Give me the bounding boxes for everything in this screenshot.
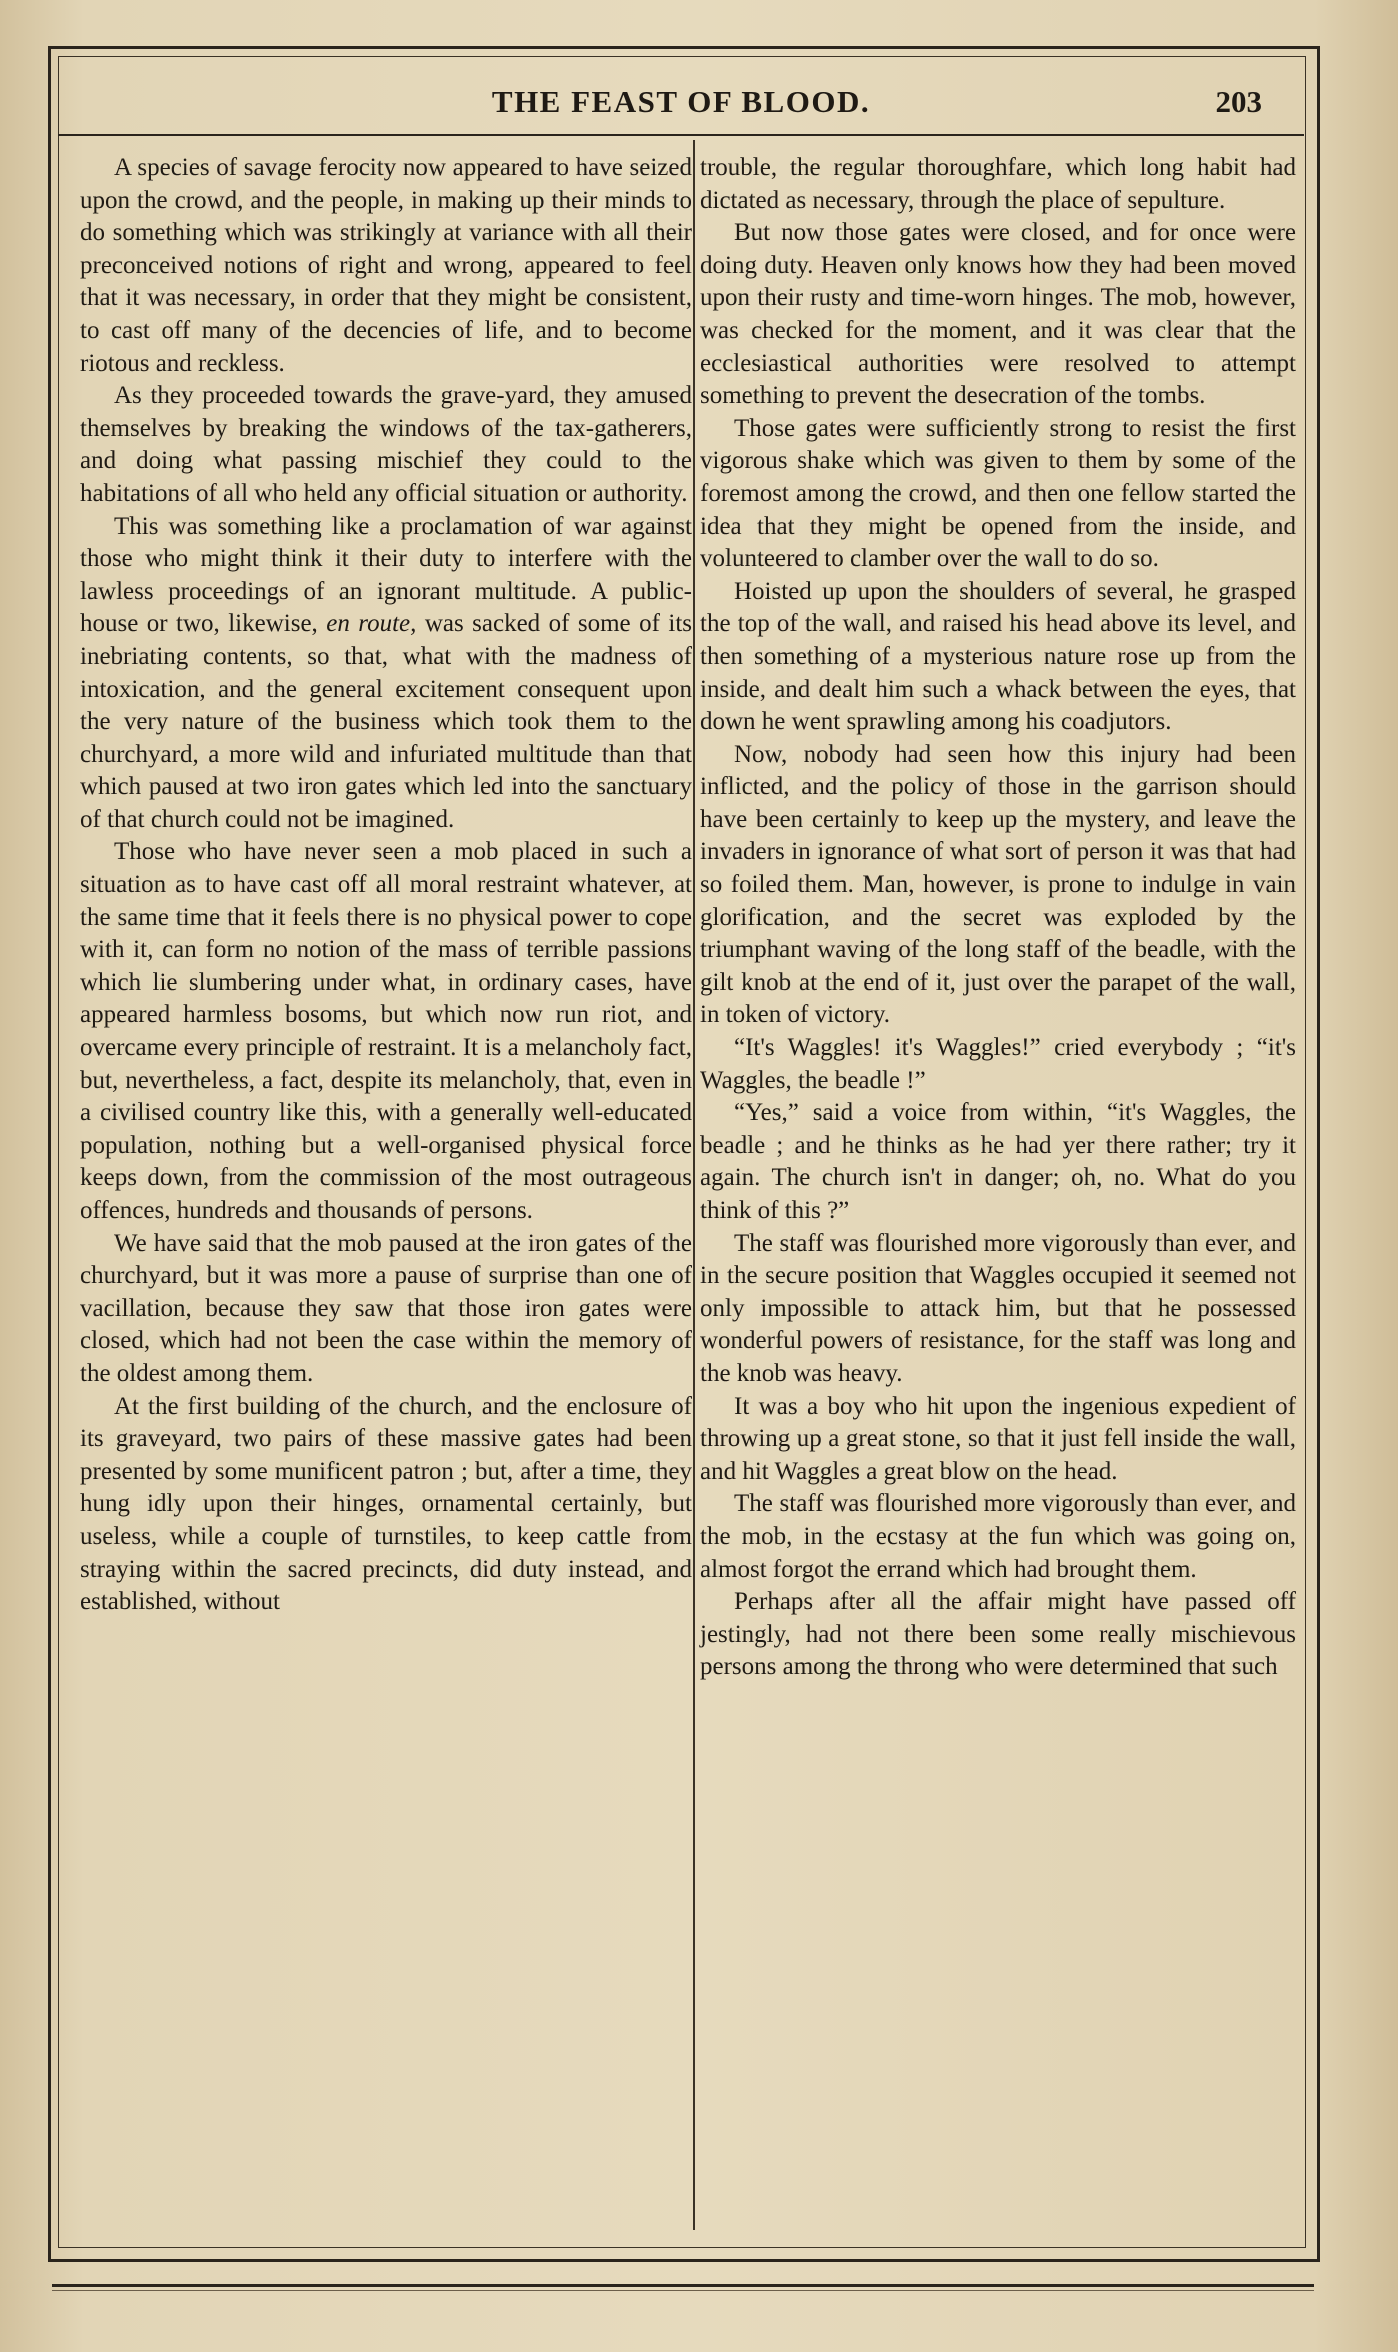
bottom-rule <box>52 2284 1314 2287</box>
paragraph: A species of savage ferocity now appeared to have seized upon the crowd, and the people, in making up their minds to do something which was strikingly at variance with all their preconceived notions of right and wrong, appeared to feel that it was necessary, in order that they might be consistent, to cast off many of the decencies of life, and to become riotous and reckless. <box>80 154 692 377</box>
paragraph-text: This was something like a proclamation of war against those who might think it their duty to interfere with the lawless proceedings of an ignorant multitude. A public-house or two, likewise, <box>80 512 692 638</box>
paragraph: But now those gates were closed, and for once were doing duty. Heaven only knows how they had been moved upon their rusty and time-worn hinges. The mob, however, was checked for the moment, and it was clear that the ecclesiastical authorities were resolved to attempt something to prevent the desecration of the tombs. <box>700 219 1296 410</box>
paragraph: The staff was flourished more vigorously than ever, and the mob, in the ecstasy at the fun which was going on, almost forgot the errand which had brought them. <box>700 1490 1296 1583</box>
paragraph: The staff was flourished more vigorously than ever, and in the secure position that Waggles occupied it seemed not only impossible to attack him, but that he possessed wonderful powers of resistance, for the staff was long and the knob was heavy. <box>700 1229 1296 1387</box>
bottom-rule-thin <box>52 2290 1314 2291</box>
paragraph: Those gates were sufficiently strong to resist the first vigorous shake which was given to them by some of the foremost among the crowd, and then one fellow started the idea that they might be opened from the inside, and volunteered to clamber over the wall to do so. <box>700 414 1296 573</box>
paragraph: It was a boy who hit upon the ingenious expedient of throwing up a great stone, so that it just fell inside the wall, and hit Waggles a great blow on the head. <box>700 1392 1296 1485</box>
page-number: 203 <box>1215 84 1262 119</box>
running-head <box>58 72 1304 136</box>
italic-phrase: en route, <box>326 610 417 638</box>
paragraph: Now, nobody had seen how this injury had been inflicted, and the policy of those in the garrison should have been certainly to keep up the mystery, and leave the invaders in ignorance of what sort of person it was that had so foiled them. Man, however, is prone to indulge in vain glorification, and the secret was exploded by the triumphant waving of the long staff of the beadle, with the gilt knob at the end of it, just over the parapet of the wall, in token of victory. <box>700 740 1296 1029</box>
column-divider <box>693 140 695 2230</box>
paragraph: At the first building of the church, and the enclosure of its graveyard, two pairs of these massive gates had been presented by some munificent patron ; but, after a time, they hung idly upon their hinges, ornamental certainly, but useless, while a couple of turnstiles, to keep cattle from straying within the sacred precincts, did duty instead, and established, without <box>80 1392 692 1616</box>
paragraph: As they proceeded towards the grave-yard, they amused themselves by breaking the windows of the tax-gatherers, and doing what passing mischief they could to the habitations of all who held any official situation or authority. <box>80 382 692 507</box>
right-column <box>700 152 1296 1684</box>
left-column <box>80 152 692 1619</box>
page-title: THE FEAST OF BLOOD. <box>491 84 871 119</box>
paragraph: “Yes,” said a voice from within, “it's Waggles, the beadle ; and he thinks as he had yer there rather; try it again. The church isn't in danger; oh, no. What do you think of this ?” <box>700 1099 1296 1224</box>
paragraph: Hoisted up upon the shoulders of several, he grasped the top of the wall, and raised his head above its level, and then something of a mysterious nature rose up from the inside, and dealt him such a whack between the eyes, that down he went sprawling among his coadjutors. <box>700 577 1296 736</box>
paragraph <box>80 511 692 837</box>
paragraph: Perhaps after all the affair might have passed off jestingly, had not there been some really mischievous persons among the throng who were determined that such <box>700 1588 1296 1681</box>
paragraph: trouble, the regular thoroughfare, which long habit had dictated as necessary, through the place of sepulture. <box>700 154 1296 214</box>
paragraph: Those who have never seen a mob placed in such a situation as to have cast off all moral restraint whatever, at the same time that it feels there is no physical power to cope with it, can form no notion of the mass of terrible passions which lie slumbering under what, in ordinary cases, have appeared harmless bosoms, but which now run riot, and overcame every principle of restraint. It is a melancholy fact, but, nevertheless, a fact, despite its melancholy, that, even in a civilised country like this, with a generally well-educated population, nothing but a well-organised physical force keeps down, from the commission of the most outrageous offences, hundreds and thousands of persons. <box>80 838 692 1224</box>
paragraph-text: was sacked of some of its inebriating contents, so that, what with the madness of intoxication, and the general excitement consequent upon the very nature of the business which took them to the churchyard, a more wild and infuriated multitude than that which paused at two iron gates which led into the sanctuary of that church could not be imagined. <box>80 610 692 833</box>
paragraph: “It's Waggles! it's Waggles!” cried everybody ; “it's Waggles, the beadle !” <box>700 1034 1296 1094</box>
paragraph: We have said that the mob paused at the iron gates of the churchyard, but it was more a pause of surprise than one of vacillation, because they saw that those iron gates were closed, which had not been the case within the memory of the oldest among them. <box>80 1229 692 1387</box>
